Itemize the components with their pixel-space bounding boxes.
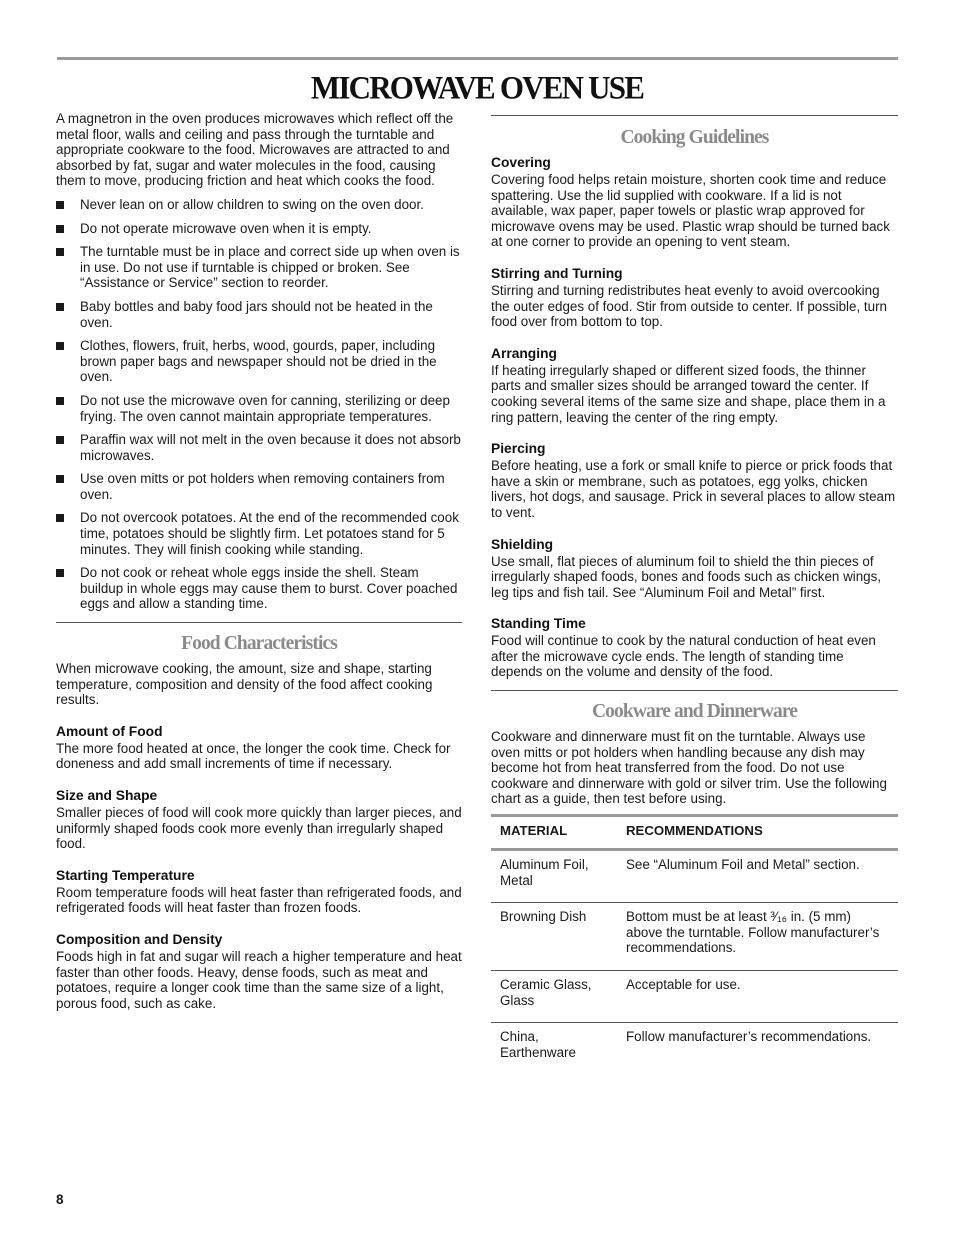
material-cell: Browning Dish bbox=[491, 903, 617, 971]
square-bullet-icon bbox=[56, 475, 64, 483]
square-bullet-icon bbox=[56, 248, 64, 256]
list-item: Never lean on or allow children to swing on the oven door. bbox=[56, 197, 462, 213]
size-and-shape-heading: Size and Shape bbox=[56, 788, 158, 803]
list-item: Do not overcook potatoes. At the end of the recommended cook time, potatoes should be slightly firm. Let potatoes stand for 5 minutes. They will finish cooking while standing. bbox=[56, 510, 462, 557]
cookware-and-dinnerware-heading: Cookware and Dinnerware bbox=[592, 701, 797, 723]
list-item: Do not cook or reheat whole eggs inside the shell. Steam buildup in whole eggs may cause them to burst. Cover poached eggs and allow a standing time. bbox=[56, 565, 462, 612]
material-cell: Aluminum Foil, Metal bbox=[491, 850, 617, 903]
recommendation-cell: Follow manufacturer’s recommendations. bbox=[626, 1029, 872, 1045]
piercing-heading: Piercing bbox=[491, 441, 546, 457]
table-row bbox=[491, 903, 898, 971]
table-row bbox=[491, 971, 898, 1023]
square-bullet-icon bbox=[56, 201, 64, 209]
table-header-row bbox=[491, 816, 898, 850]
stirring-and-turning-heading: Stirring and Turning bbox=[491, 265, 623, 281]
cooking-guidelines-heading: Cooking Guidelines bbox=[620, 127, 769, 148]
list-item: Do not operate microwave oven when it is empty. bbox=[56, 221, 462, 237]
stirring-and-turning-text: Stirring and turning redistributes heat evenly to avoid overcooking the outer edges of food. Stir from outside to center. If possible, turn food over from bottom to top. bbox=[491, 282, 887, 330]
starting-temperature-heading: Starting Temperature bbox=[56, 867, 195, 883]
list-item: Use oven mitts or pot holders when removing containers from oven. bbox=[56, 471, 462, 502]
table-row bbox=[491, 850, 898, 903]
shielding-text: Use small, flat pieces of aluminum foil to shield the thin pieces of irregularly shaped foods, bones and foods such as chicken wings, leg tips and fish tail. See “Aluminum Foil and Metal” first. bbox=[491, 553, 882, 600]
safety-bullet-list bbox=[56, 197, 462, 612]
section-divider bbox=[491, 690, 898, 691]
composition-and-density-text: Foods high in fat and sugar will reach a higher temperature and heat faster than other foods. Heavy, dense foods, such as meat and potatoes, require a longer cook time than the same size of a light, porous food, such as cake. bbox=[56, 948, 462, 1011]
material-cell: China, Earthenware bbox=[500, 1029, 576, 1060]
list-item: The turntable must be in place and correct side up when oven is in use. Do not use if turntable is chipped or broken. See “Assistance or Service” section to reorder. bbox=[56, 244, 462, 291]
recommendations-column-header: RECOMMENDATIONS bbox=[617, 816, 898, 850]
shielding-heading: Shielding bbox=[491, 536, 554, 552]
section-divider bbox=[56, 622, 462, 623]
arranging-heading: Arranging bbox=[491, 345, 557, 361]
table-row bbox=[491, 1023, 898, 1075]
list-item: Baby bottles and baby food jars should not be heated in the oven. bbox=[56, 299, 462, 330]
right-column bbox=[491, 111, 898, 1074]
composition-and-density-heading: Composition and Density bbox=[56, 931, 223, 947]
top-rule bbox=[57, 57, 898, 60]
amount-of-food-text: The more food heated at once, the longer the cook time. Check for doneness and add small increments of time if necessary. bbox=[56, 740, 451, 772]
covering-text: Covering food helps retain moisture, shorten cook time and reduce spattering. Use the lid supplied with cookware. If a lid is not available, wax paper, paper towels or plastic wrap approved for microwave ovens may be used. Plastic wrap should be turned back at one corner to provide an opening to vent steam. bbox=[491, 172, 890, 250]
starting-temperature-text: Room temperature foods will heat faster than refrigerated foods, and refrigerated foods will heat faster than frozen foods. bbox=[56, 884, 462, 916]
list-item: Clothes, flowers, fruit, herbs, wood, gourds, paper, including brown paper bags and newspaper should not be dried in the oven. bbox=[56, 338, 462, 385]
intro-paragraph: A magnetron in the oven produces microwaves which reflect off the metal floor, walls and ceiling and pass through the turntable and appropriate cookware to the food. Microwaves are attracted to and absorbed by fat, sugar and water molecules in the food, causing them to move, producing friction and heat which cooks the food. bbox=[56, 111, 454, 189]
standing-time-heading: Standing Time bbox=[491, 616, 586, 632]
list-item: Paraffin wax will not melt in the oven because it does not absorb microwaves. bbox=[56, 432, 462, 463]
standing-time-text: Food will continue to cook by the natural conduction of heat even after the microwave cycle ends. The length of standing time depends on the volume and density of the food. bbox=[491, 633, 876, 680]
covering-heading: Covering bbox=[491, 155, 551, 170]
square-bullet-icon bbox=[56, 514, 64, 522]
left-column bbox=[56, 111, 462, 1011]
food-characteristics-heading: Food Characteristics bbox=[181, 633, 337, 655]
amount-of-food-heading: Amount of Food bbox=[56, 723, 163, 739]
recommendation-cell: Bottom must be at least ³⁄₁₆ in. (5 mm) above the turntable. Follow manufacturer’s recommendations. bbox=[617, 903, 898, 971]
square-bullet-icon bbox=[56, 569, 64, 577]
square-bullet-icon bbox=[56, 342, 64, 350]
square-bullet-icon bbox=[56, 436, 64, 444]
cookware-table bbox=[491, 814, 898, 1074]
square-bullet-icon bbox=[56, 303, 64, 311]
square-bullet-icon bbox=[56, 397, 64, 405]
cookware-intro: Cookware and dinnerware must fit on the turntable. Always use oven mitts or pot holders when handling because any dish may become hot from heat transferred from the food. Do not use cookware and dinnerware with gold or silver trim. Use the following chart as a guide, then test before using. bbox=[491, 729, 887, 807]
square-bullet-icon bbox=[56, 225, 64, 233]
piercing-text: Before heating, use a fork or small knife to pierce or prick foods that have a skin or membrane, such as potatoes, egg yolks, chicken livers, hot dogs, and sausage. Prick in several places to allow steam to vent. bbox=[491, 458, 896, 520]
page-title: MICROWAVE OVEN USE bbox=[310, 68, 644, 107]
food-characteristics-intro: When microwave cooking, the amount, size and shape, starting temperature, composition and density of the food affect cooking results. bbox=[56, 661, 433, 708]
list-item: Do not use the microwave oven for canning, sterilizing or deep frying. The oven cannot maintain appropriate temperatures. bbox=[56, 393, 462, 424]
arranging-text: If heating irregularly shaped or different sized foods, the thinner parts and smaller sizes should be arranged toward the center. If cooking several items of the same size and shape, place them in a ring pattern, leaving the center of the ring empty. bbox=[491, 362, 886, 425]
section-divider bbox=[491, 115, 898, 116]
recommendation-cell: See “Aluminum Foil and Metal” section. bbox=[617, 850, 898, 903]
page-number: 8 bbox=[56, 1192, 64, 1207]
size-and-shape-text: Smaller pieces of food will cook more quickly than larger pieces, and uniformly shaped foods cook more evenly than irregularly shaped food. bbox=[56, 805, 462, 852]
material-column-header: MATERIAL bbox=[491, 816, 617, 850]
recommendation-cell: Acceptable for use. bbox=[617, 971, 898, 1023]
material-cell: Ceramic Glass, Glass bbox=[491, 971, 617, 1023]
